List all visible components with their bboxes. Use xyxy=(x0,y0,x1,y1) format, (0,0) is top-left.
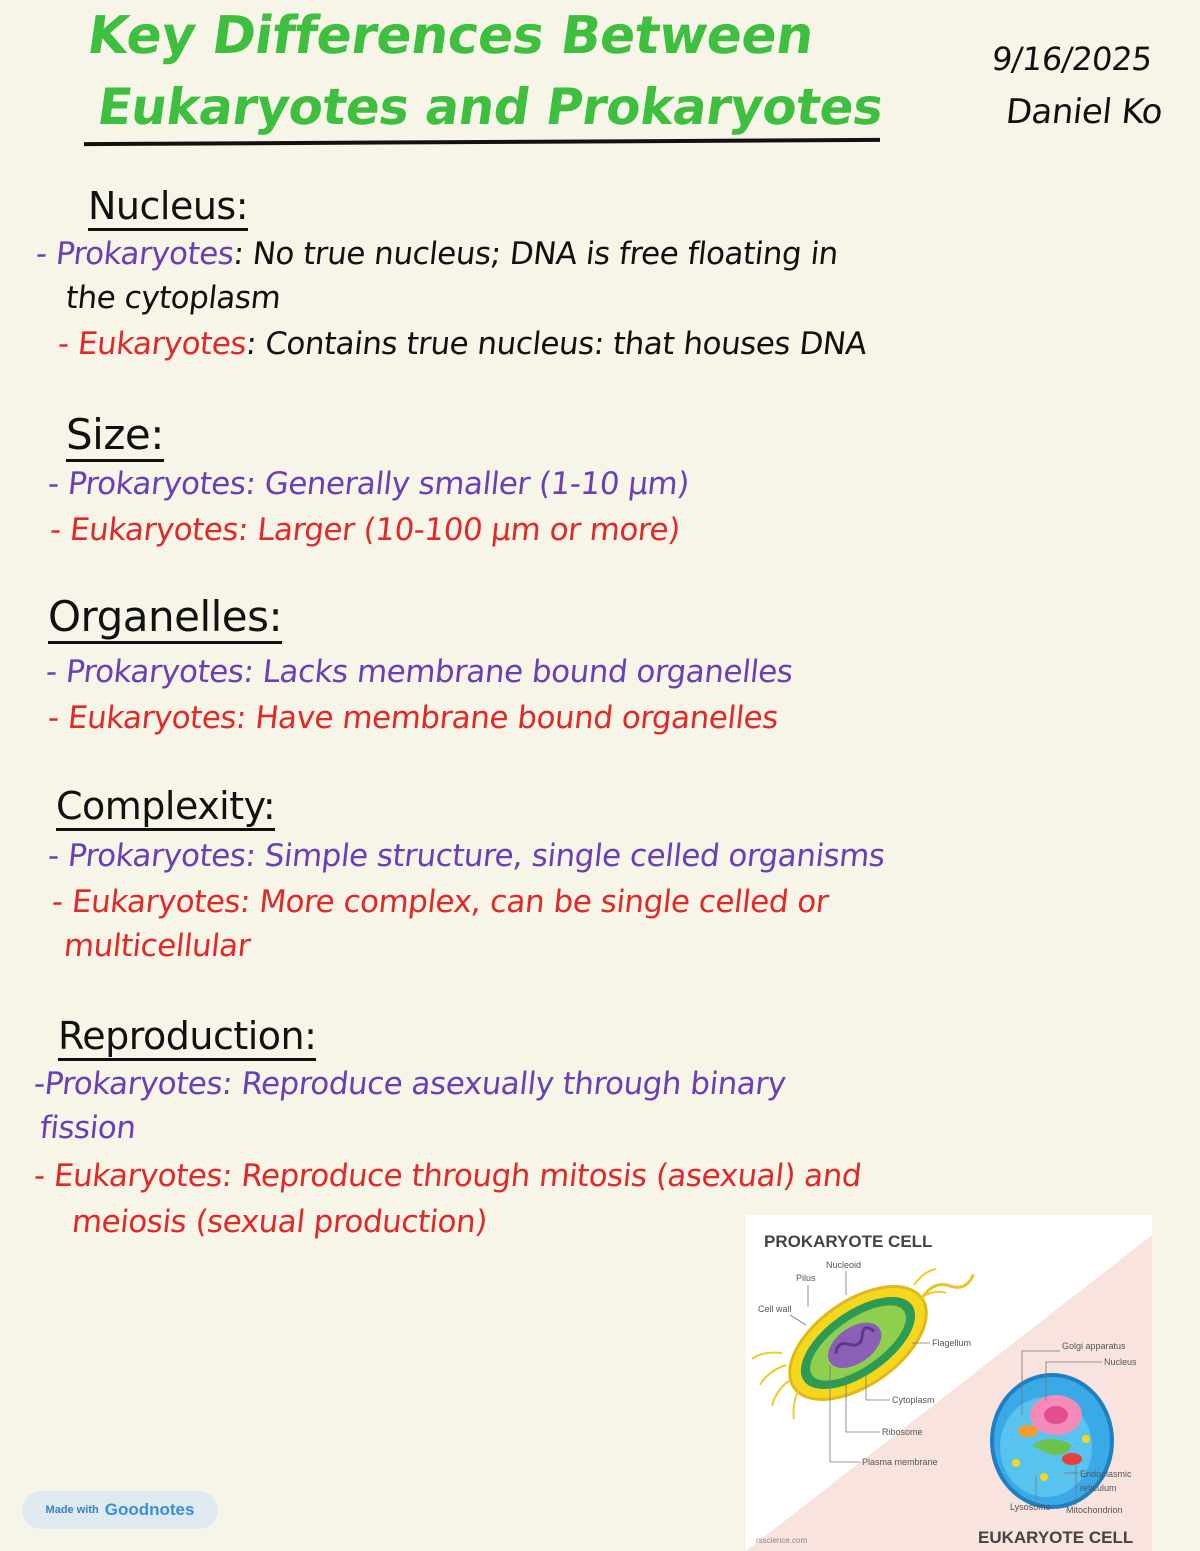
heading-complexity: Complexity: xyxy=(56,784,275,831)
nucleus-prokaryote-text: : No true nucleus; DNA is free floating in xyxy=(231,236,840,272)
diagram-source: rsscience.com xyxy=(756,1536,808,1545)
reproduction-eukaryote-line: - Eukaryotes: Reproduce through mitosis (asexual) and xyxy=(32,1158,864,1194)
label-plasma-membrane: Plasma membrane xyxy=(862,1457,938,1467)
badge-prefix: Made with xyxy=(45,1504,99,1516)
size-prokaryote-line: - Prokaryotes: Generally smaller (1-10 μm) xyxy=(46,466,691,502)
complexity-eukaryote-line: - Eukaryotes: More complex, can be single celled or xyxy=(50,884,831,920)
prokaryote-title: PROKARYOTE CELL xyxy=(764,1232,933,1251)
label-mitochondrion: Mitochondrion xyxy=(1066,1505,1123,1515)
complexity-prokaryote-line: - Prokaryotes: Simple structure, single celled organisms xyxy=(46,838,887,874)
date: 9/16/2025 xyxy=(990,40,1154,78)
label-flagellum: Flagellum xyxy=(932,1338,972,1348)
badge-brand: Goodnotes xyxy=(104,1500,195,1519)
size-eukaryote-line: - Eukaryotes: Larger (10-100 μm or more) xyxy=(48,512,682,548)
label-nucleoid: Nucleoid xyxy=(826,1260,862,1270)
prokaryote-label: - Prokaryotes xyxy=(34,236,236,272)
title-line-2: Eukaryotes and Prokaryotes xyxy=(93,78,887,136)
eukaryote-label: - Eukaryotes xyxy=(56,326,249,362)
heading-size: Size: xyxy=(66,410,164,462)
label-cell-wall: Cell wall xyxy=(758,1304,792,1314)
label-pilus: Pilus xyxy=(796,1273,816,1283)
heading-reproduction: Reproduction: xyxy=(58,1014,316,1061)
nucleus-prokaryote-line xyxy=(34,236,840,272)
heading-organelles: Organelles: xyxy=(48,592,282,644)
heading-nucleus: Nucleus: xyxy=(88,184,248,231)
organelles-prokaryote-line: - Prokaryotes: Lacks membrane bound organelles xyxy=(44,654,795,690)
complexity-eukaryote-continuation: multicellular xyxy=(62,928,252,964)
label-ribosome: Ribosome xyxy=(882,1427,923,1437)
organelles-eukaryote-line: - Eukaryotes: Have membrane bound organelles xyxy=(46,700,780,736)
label-nucleus: Nucleus xyxy=(1104,1357,1137,1367)
label-lysosome: Lysosome xyxy=(1010,1502,1051,1512)
label-er-2: reticulum xyxy=(1080,1483,1117,1493)
made-with-goodnotes-badge[interactable] xyxy=(22,1491,218,1529)
reproduction-prokaryote-line: -Prokaryotes: Reproduce asexually through binary xyxy=(32,1066,788,1102)
nucleus-eukaryote-line xyxy=(56,326,868,362)
eukaryote-title: EUKARYOTE CELL xyxy=(978,1528,1134,1547)
nucleus-eukaryote-text: : Contains true nucleus: that houses DNA xyxy=(244,326,869,362)
title-line-1: Key Differences Between xyxy=(83,6,818,66)
label-golgi: Golgi apparatus xyxy=(1062,1341,1126,1351)
cell-diagram-image xyxy=(746,1215,1152,1551)
reproduction-eukaryote-continuation: meiosis (sexual production) xyxy=(70,1204,489,1240)
nucleus-prokaryote-continuation: the cytoplasm xyxy=(64,280,283,316)
reproduction-prokaryote-continuation: fission xyxy=(38,1110,138,1146)
author-name: Daniel Ko xyxy=(1003,92,1165,132)
cell-diagram-svg xyxy=(746,1215,1152,1551)
title-underline xyxy=(84,138,880,146)
label-cytoplasm: Cytoplasm xyxy=(892,1395,935,1405)
label-er-1: Endoplasmic xyxy=(1080,1469,1132,1479)
